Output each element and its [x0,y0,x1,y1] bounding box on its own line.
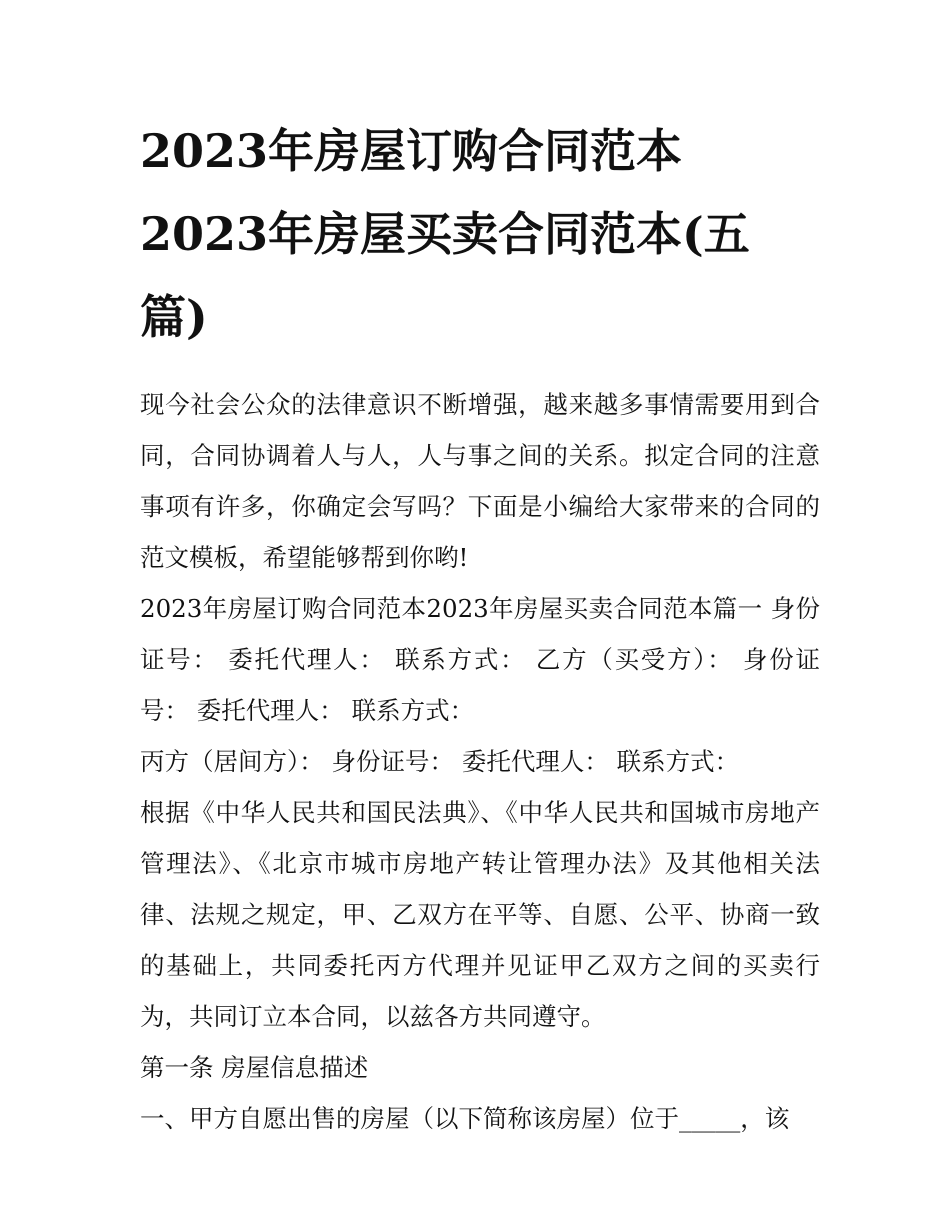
party-info-paragraph: 2023年房屋订购合同范本2023年房屋买卖合同范本篇一 身份证号： 委托代理人： 联系方式： 乙方（买受方）： 身份证号： 委托代理人： 联系方式： [140,594,820,725]
title-line: 篇) [140,290,208,344]
legal-basis-paragraph: 根据《中华人民共和国民法典》、《中华人民共和国城市房地产管理法》、《北京市城市房地产转让管理办法》及其他相关法律、法规之规定，甲、乙双方在平等、自愿、公平、协商一致的基础上，共同委托丙方代理并见证甲乙双方之间的买卖行为，共同订立本合同，以兹各方共同遵守。 [140,798,820,1031]
article-clause: 一、甲方自愿出售的房屋（以下简称该房屋）位于_____，该 [140,1104,790,1133]
title-line: 2023年房屋买卖合同范本(五 [140,207,750,261]
document-body [140,379,820,1144]
document-page [140,110,820,1144]
intro-paragraph: 现今社会公众的法律意识不断增强，越来越多事情需要用到合同，合同协调着人与人，人与事之间的关系。拟定合同的注意事项有许多，你确定会写吗？下面是小编给大家带来的合同的范文模板，希望能够帮到你哟! [140,390,820,572]
document-title [140,110,820,359]
title-line: 2023年房屋订购合同范本 [140,124,683,178]
article-heading: 第一条 房屋信息描述 [140,1053,369,1082]
intermediary-info-paragraph: 丙方（居间方）： 身份证号： 委托代理人： 联系方式： [140,747,740,776]
